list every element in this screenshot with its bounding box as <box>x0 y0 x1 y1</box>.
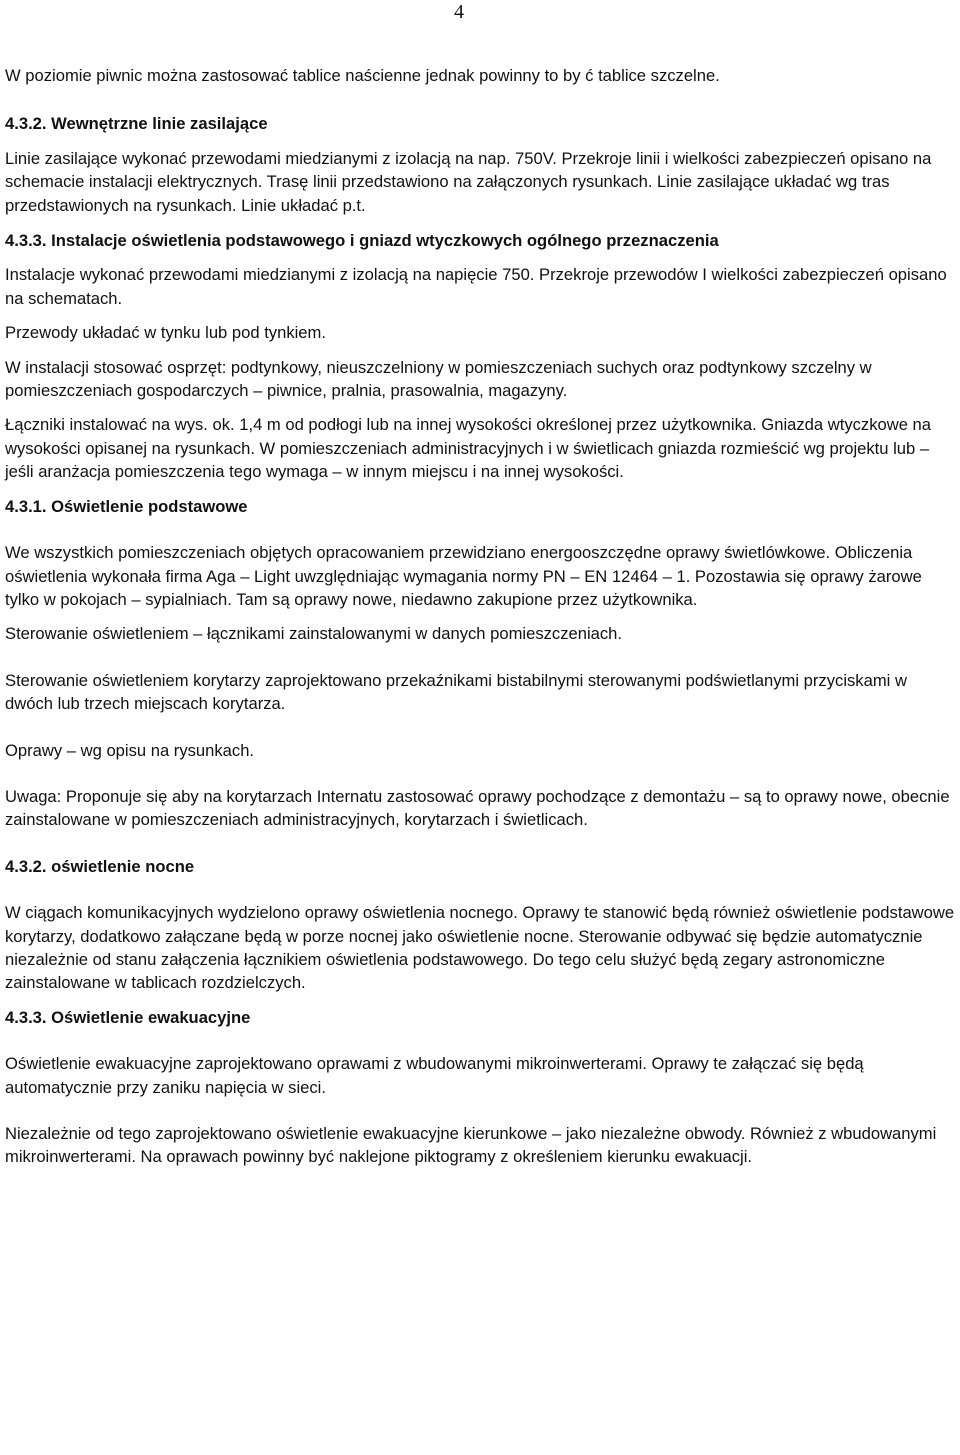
section-heading-basic-lighting: 4.3.1. Oświetlenie podstawowe <box>5 496 248 516</box>
paragraph-luminaires-description: Oprawy – wg opisu na rysunkach. <box>5 740 255 760</box>
paragraph-note: Uwaga: Proponuje się aby na korytarzach Internatu zastosować oprawy pochodzące z demontażu – są to oprawy nowe, obecnie zainstalowane w pomieszczeniach administracyjnych, korytarzach i świetlicach. <box>5 786 950 830</box>
paragraph-night-lighting: W ciągach komunikacyjnych wydzielono oprawy oświetlenia nocnego. Oprawy te stanowić będą również oświetlenie podstawowe korytarzy, dodatkowo załączane będą w porze nocnej jako oświetlenie nocne. Sterowanie odbywać się będzie automatycznie niezależnie od stanu załączenia łącznikiem oświetlenia podstawowego. Do tego celu służyć będą zegary astronomiczne zainstalowane w tablicach rozdzielczych. <box>5 903 955 993</box>
paragraph-basement-panels: W poziomie piwnic można zastosować tablice naścienne jednak powinny to by ć tablice szczelne. <box>5 66 720 85</box>
paragraph-lighting-control: Sterowanie oświetleniem – łącznikami zainstalowanymi w danych pomieszczeniach. <box>5 624 623 644</box>
paragraph-switches-sockets: Łączniki instalować na wys. ok. 1,4 m od podłogi lub na innej wysokości określonej przez użytkownika. Gniazda wtyczkowe na wysokości opisanej na rysunkach. W pomieszczeniach administracyjnych i w świetlicach gniazda rozmieścić wg projektu lub – jeśli aranżacja pomieszczenia tego wymaga – w innym miejscu i na innej wysokości. <box>5 415 932 482</box>
paragraph-corridor-control: Sterowanie oświetleniem korytarzy zaprojektowano przekaźnikami bistabilnymi sterowanymi podświetlanymi przyciskami w dwóch lub trzech miejscach korytarza. <box>5 670 907 714</box>
section-heading-lighting-and-sockets: 4.3.3. Instalacje oświetlenia podstawowego i gniazd wtyczkowych ogólnego przeznaczenia <box>5 231 719 251</box>
paragraph-directional-emergency: Niezależnie od tego zaprojektowano oświetlenie ewakuacyjne kierunkowe – jako niezależne obwody. Również z wbudowanymi mikroinwerterami. Na oprawach powinny być naklejone piktogramy z określeniem kierunku ewakuacji. <box>5 1124 937 1167</box>
paragraph-emergency-lighting: Oświetlenie ewakuacyjne zaprojektowano oprawami z wbudowanymi mikroinwerterami. Oprawy te załączać się będą automatycznie przy zaniku napięcia w sieci. <box>5 1054 864 1097</box>
paragraph-fittings: W instalacji stosować osprzęt: podtynkowy, nieuszczelniony w pomieszczeniach suchych oraz podtynkowy szczelny w pomieszczeniach gospodarczych – piwnice, pralnia, prasowalnia, magazyny. <box>5 357 872 401</box>
document-body <box>5 64 955 1169</box>
section-heading-night-lighting: 4.3.2. oświetlenie nocne <box>5 856 195 876</box>
paragraph-luminaires: We wszystkich pomieszczeniach objętych opracowaniem przewidziano energooszczędne oprawy świetlówkowe. Obliczenia oświetlenia wykonała firma Aga – Light uwzględniając wymagania normy PN – EN 12464 – 1. Pozostawia się oprawy żarowe tylko w pokojach – sypialniach. Tam są oprawy nowe, niedawno zakupione przez użytkownika. <box>5 543 922 609</box>
section-heading-emergency-lighting: 4.3.3. Oświetlenie ewakuacyjne <box>5 1007 251 1027</box>
paragraph-installation-wiring: Instalacje wykonać przewodami miedzianymi z izolacją na napięcie 750. Przekroje przewodów I wielkości zabezpieczeń opisano na schematach. <box>5 265 947 308</box>
paragraph-supply-lines: Linie zasilające wykonać przewodami miedzianymi z izolacją na nap. 750V. Przekroje linii i wielkości zabezpieczeń opisano na schemacie instalacji elektrycznych. Trasę linii przedstawiono na załączonych rysunkach. Linie zasilające układać wg tras przedstawionych na rysunkach. Linie układać p.t. <box>5 148 932 215</box>
section-heading-internal-supply-lines: 4.3.2. Wewnętrzne linie zasilające <box>5 114 268 134</box>
page-number: 4 <box>454 1 464 23</box>
paragraph-wire-routing: Przewody układać w tynku lub pod tynkiem. <box>5 323 326 343</box>
